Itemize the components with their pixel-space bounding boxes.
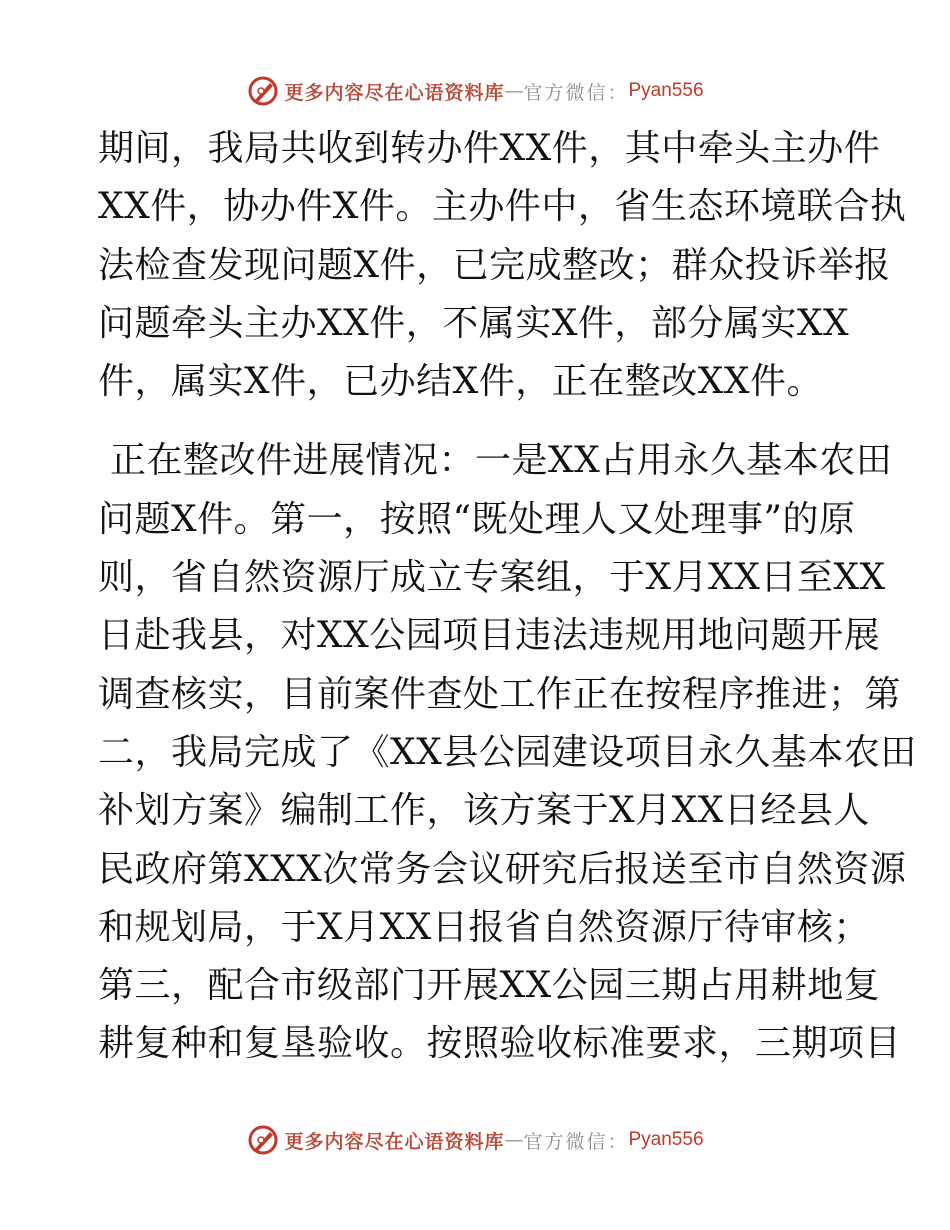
watermark-official-label: 官方微信： [523,1130,629,1153]
paragraph-1 [98,120,907,411]
paragraph-2 [98,432,917,1073]
header-watermark [0,69,950,113]
paragraph-gap [98,411,858,432]
text-line: 二，我局完成了《XX县公园建设项目永久基本农田 [98,731,917,773]
watermark-wechat-id: Pyan556 [628,1129,704,1150]
text-line: 件，属实X件，已办结X件，正在整改XX件。 [98,361,824,403]
text-line: 第三，配合市级部门开展XX公园三期占用耕地复 [98,965,881,1007]
text-line: 法检查发现问题X件，已完成整改；群众投诉举报 [98,244,891,286]
document-body [98,120,917,1074]
text-line: XX件，协办件X件。主办件中，省生态环境联合执 [98,186,907,228]
text-line: 和规划局，于X月XX日报省自然资源厅待审核； [98,906,870,948]
text-line: 补划方案》编制工作，该方案于X月XX日经县人 [98,790,870,832]
watermark-dash: — [504,1129,524,1151]
text-line: 日赴我县，对XX公园项目违法违规用地问题开展 [98,615,881,657]
text-line: 期间，我局共收到转办件XX件，其中牵头主办件 [98,128,881,169]
text-line: 则，省自然资源厅成立专案组，于X月XX日至XX [98,557,886,599]
watermark-text: 更多内容尽在心语资料库 [284,1130,505,1153]
text-line: 耕复种和复垦验收。按照验收标准要求，三期项目 [98,1023,902,1065]
watermark-official-label: 官方微信： [523,81,629,104]
brand-logo-icon [246,1123,280,1157]
watermark-wechat-id: Pyan556 [628,80,704,101]
text-line: 民政府第XXX次常务会议研究后报送至市自然资源 [98,848,907,890]
watermark-dash: — [504,80,524,102]
watermark-text: 更多内容尽在心语资料库 [284,81,505,104]
text-line: 问题X件。第一，按照“既处理人又处理事”的原 [98,498,856,540]
brand-logo-icon [246,74,280,108]
footer-watermark [0,1118,950,1162]
text-line: 正在整改件进展情况：一是XX占用永久基本农田 [98,440,893,482]
text-line: 问题牵头主办XX件，不属实X件，部分属实XX [98,302,850,344]
text-line: 调查核实，目前案件查处工作正在按程序推进；第 [98,673,902,715]
